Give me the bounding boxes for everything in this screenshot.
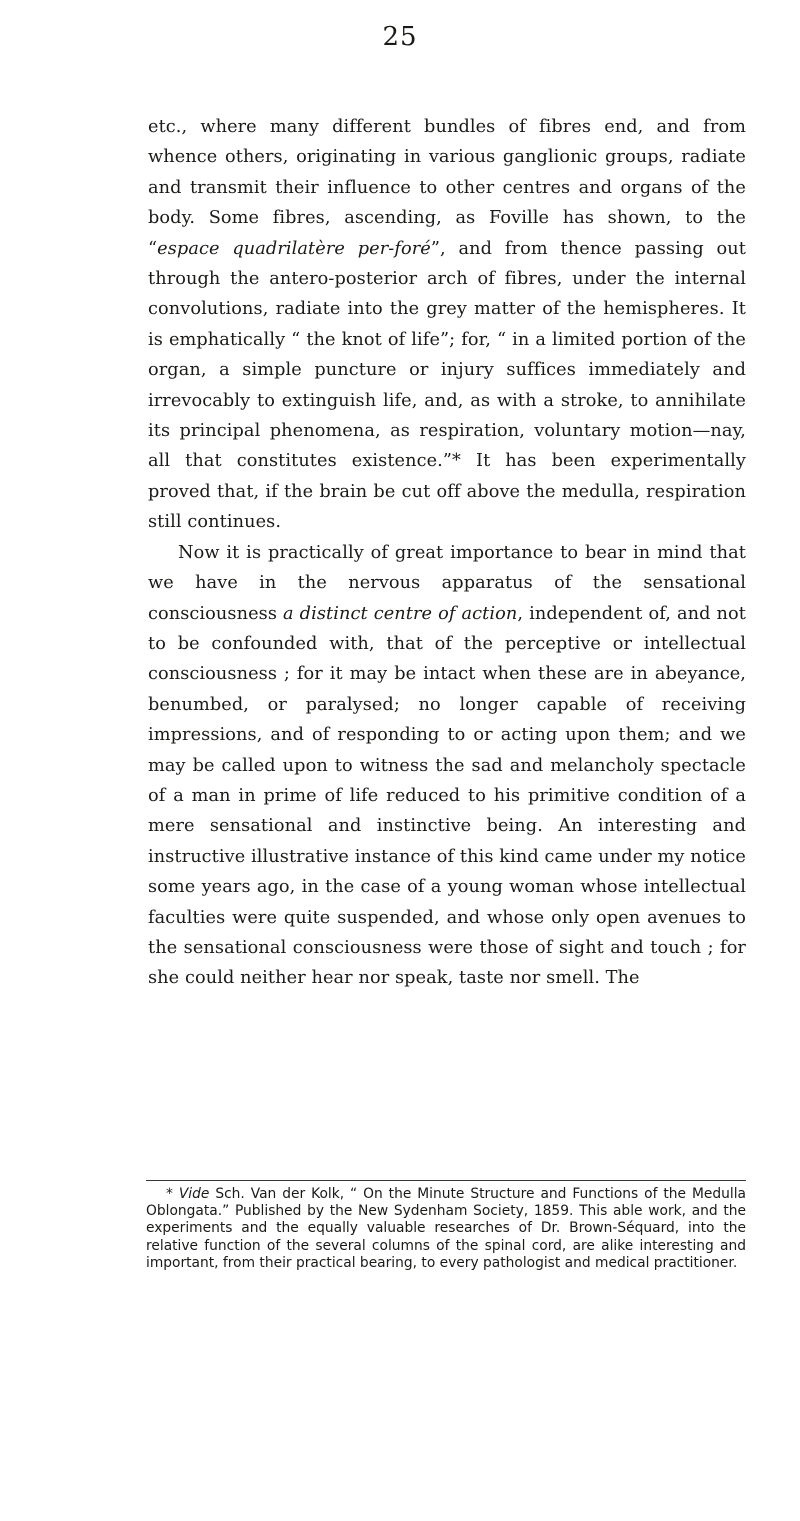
footnote [146, 1186, 746, 1272]
paragraph-2-text-a: Now it is practically of great importance to bear in mind that we have in the nervous apparatus of the sensational consciousness [148, 542, 746, 624]
paragraph-1-text-a: etc., where many different bundles of fibres end, and from whence others, originating in various ganglionic groups, radiate and transmit their influence to other centres and organs of the body. Some fibres, ascending, as Foville has shown, to the “ [148, 117, 746, 259]
main-text [148, 112, 746, 994]
footnote-vide: Vide [178, 1186, 210, 1202]
footnote-marker: * [166, 1186, 179, 1202]
paragraph-1-italic-term: espace quadrilatère per-foré [157, 238, 431, 259]
paragraph-1 [148, 112, 746, 538]
paragraph-2-text-b: , independent of, and not to be confounded with, that of the perceptive or intellectual consciousness ; for it may be intact when these are in abeyance, benumbed, or paralysed; no longer capable of receiving impressions, and of responding to or acting upon them; and we may be called upon to witness the sad and melancholy spectacle of a man in prime of life reduced to his primitive condition of a mere sensational and instinctive being. An interesting and instructive illustrative instance of this kind came under my notice some years ago, in the case of a young woman whose intellectual faculties were quite suspended, and whose only open avenues to the sensational consciousness were those of sight and touch ; for she could neither hear nor speak, taste nor smell. The [148, 603, 747, 989]
page-number: 25 [382, 22, 418, 52]
paragraph-1-text-b: ”, and from thence passing out through the antero-posterior arch of fibres, under the internal convolutions, radiate into the grey matter of the hemispheres. It is emphatically “ the knot of life”; for, “ in a limited portion of the organ, a simple puncture or injury suffices immediately and irrevocably to extinguish life, and, as with a stroke, to annihilate its principal phenomena, as respiration, voluntary motion—nay, all that constitutes existence.”* It has been experimentally proved that, if the brain be cut off above the medulla, respiration still continues. [148, 238, 746, 533]
paragraph-2 [148, 538, 746, 994]
footnote-text: Sch. Van der Kolk, “ On the Minute Structure and Functions of the Medulla Oblongata.” Published by the New Sydenham Society, 1859. This able work, and the experiments and the equally valuable researches of Dr. Brown-Séquard, into the relative function of the several columns of the spinal cord, are alike interesting and important, from their practical bearing, to every pathologist and medical practitioner. [146, 1186, 746, 1271]
paragraph-2-italic-phrase: a distinct centre of action [283, 603, 518, 624]
footnote-divider [146, 1180, 746, 1181]
footnote-paragraph [146, 1186, 746, 1272]
